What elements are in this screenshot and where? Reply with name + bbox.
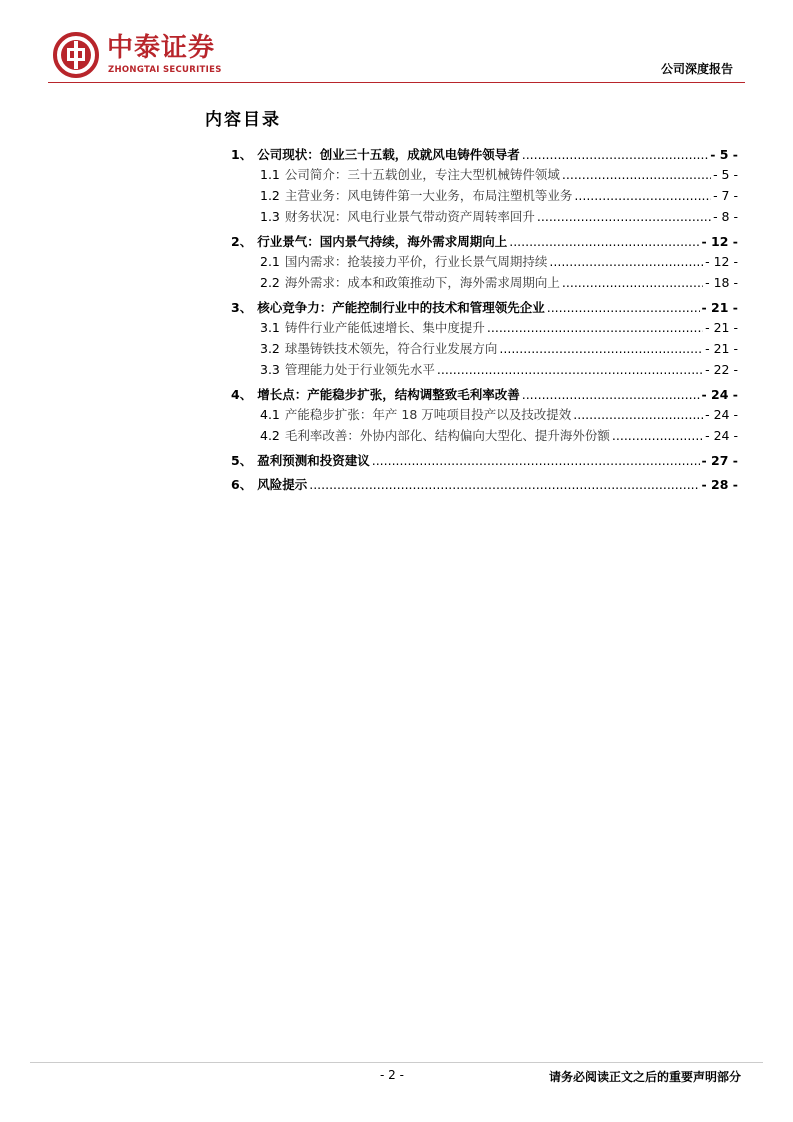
toc-dot-leader bbox=[499, 338, 703, 359]
table-of-contents bbox=[205, 146, 738, 494]
toc-entry-page: - 7 - bbox=[713, 188, 738, 203]
toc-entry[interactable] bbox=[205, 164, 738, 185]
toc-entry-number: 1.1 bbox=[260, 167, 280, 182]
toc-entry-page: - 24 - bbox=[701, 387, 738, 402]
toc-entry[interactable] bbox=[205, 425, 738, 446]
toc-entry-number: 4.2 bbox=[260, 428, 280, 443]
toc-entry-page: - 28 - bbox=[701, 477, 738, 492]
toc-entry-title: 铸件行业产能低速增长、集中度提升 bbox=[284, 320, 485, 335]
toc-dot-leader bbox=[437, 359, 703, 380]
toc-entry-page: - 22 - bbox=[705, 362, 738, 377]
toc-dot-leader bbox=[309, 476, 699, 494]
toc-entry[interactable] bbox=[205, 251, 738, 272]
toc-dot-leader bbox=[537, 206, 711, 227]
toc-entry-number: 3.2 bbox=[260, 341, 280, 356]
toc-entry-title: 盈利预测和投资建议 bbox=[257, 453, 370, 468]
toc-entry[interactable] bbox=[205, 317, 738, 338]
toc-dot-leader bbox=[547, 299, 700, 317]
toc-entry-number: 5、 bbox=[231, 453, 253, 468]
toc-entry[interactable] bbox=[205, 146, 738, 164]
toc-entry-number: 3、 bbox=[231, 300, 253, 315]
toc-dot-leader bbox=[372, 452, 700, 470]
toc-entry[interactable] bbox=[205, 272, 738, 293]
toc-entry-number: 4、 bbox=[231, 387, 253, 402]
report-type: 公司深度报告 bbox=[660, 62, 733, 76]
toc-entry[interactable] bbox=[205, 185, 738, 206]
toc-entry-title: 海外需求：成本和政策推动下，海外需求周期向上 bbox=[284, 275, 560, 290]
toc-entry-page: - 12 - bbox=[705, 254, 738, 269]
toc-entry-page: - 5 - bbox=[710, 147, 738, 162]
toc-dot-leader bbox=[522, 146, 709, 164]
toc-entry-number: 1.2 bbox=[260, 188, 280, 203]
toc-entry-page: - 8 - bbox=[713, 209, 738, 224]
toc-entry-title: 风险提示 bbox=[257, 477, 308, 492]
disclaimer-note: 请务必阅读正文之后的重要声明部分 bbox=[548, 1070, 741, 1084]
page-number: - 2 - bbox=[380, 1068, 404, 1082]
toc-dot-leader bbox=[574, 185, 711, 206]
footer-divider bbox=[30, 1062, 763, 1063]
toc-entry-title: 行业景气：国内景气持续，海外需求周期向上 bbox=[257, 234, 508, 249]
toc-entry-title: 管理能力处于行业领先水平 bbox=[284, 362, 435, 377]
toc-entry-title: 国内需求：抢装接力平价，行业长景气周期持续 bbox=[284, 254, 548, 269]
toc-entry-title: 主营业务：风电铸件第一大业务，布局注塑机等业务 bbox=[284, 188, 573, 203]
toc-dot-leader bbox=[562, 164, 711, 185]
toc-entry-number: 1.3 bbox=[260, 209, 280, 224]
toc-entry[interactable] bbox=[205, 386, 738, 404]
toc-entry[interactable] bbox=[205, 299, 738, 317]
toc-entry-page: - 21 - bbox=[705, 341, 738, 356]
toc-dot-leader bbox=[612, 425, 703, 446]
toc-entry-title: 核心竞争力：产能控制行业中的技术和管理领先企业 bbox=[257, 300, 545, 315]
toc-entry[interactable] bbox=[205, 359, 738, 380]
toc-entry-number: 3.3 bbox=[260, 362, 280, 377]
toc-entry-title: 产能稳步扩张：年产 18 万吨项目投产以及技改提效 bbox=[284, 407, 572, 422]
toc-entry[interactable] bbox=[205, 338, 738, 359]
toc-entry[interactable] bbox=[205, 452, 738, 470]
company-name-cn: 中泰证券 bbox=[107, 33, 216, 63]
toc-entry[interactable] bbox=[205, 476, 738, 494]
toc-entry-page: - 18 - bbox=[705, 275, 738, 290]
toc-entry-number: 1、 bbox=[231, 147, 253, 162]
zhongtai-logo-icon bbox=[53, 32, 99, 78]
toc-entry-page: - 12 - bbox=[701, 234, 738, 249]
toc-entry-page: - 5 - bbox=[713, 167, 738, 182]
toc-entry-number: 2.2 bbox=[260, 275, 280, 290]
toc-entry-title: 财务状况：风电行业景气带动资产周转率回升 bbox=[284, 209, 535, 224]
toc-dot-leader bbox=[549, 251, 703, 272]
toc-entry-title: 公司简介：三十五载创业，专注大型机械铸件领域 bbox=[284, 167, 560, 182]
toc-entry-number: 2、 bbox=[231, 234, 253, 249]
toc-entry-title: 球墨铸铁技术领先，符合行业发展方向 bbox=[284, 341, 498, 356]
company-name-en: ZHONGTAI SECURITIES bbox=[108, 65, 222, 75]
toc-entry-title: 毛利率改善：外协内部化、结构偏向大型化、提升海外份额 bbox=[284, 428, 610, 443]
header-divider bbox=[48, 82, 745, 83]
toc-entry-page: - 27 - bbox=[701, 453, 738, 468]
toc-entry-page: - 24 - bbox=[705, 428, 738, 443]
company-logo bbox=[53, 32, 243, 80]
toc-entry[interactable] bbox=[205, 404, 738, 425]
toc-entry-page: - 21 - bbox=[701, 300, 738, 315]
toc-entry-page: - 24 - bbox=[705, 407, 738, 422]
toc-entry[interactable] bbox=[205, 233, 738, 251]
toc-title: 内容目录 bbox=[205, 110, 281, 130]
toc-entry-title: 公司现状：创业三十五载，成就风电铸件领导者 bbox=[257, 147, 520, 162]
toc-entry-number: 3.1 bbox=[260, 320, 280, 335]
toc-dot-leader bbox=[487, 317, 703, 338]
toc-entry-number: 6、 bbox=[231, 477, 253, 492]
toc-entry-title: 增长点：产能稳步扩张，结构调整致毛利率改善 bbox=[257, 387, 520, 402]
toc-entry[interactable] bbox=[205, 206, 738, 227]
toc-dot-leader bbox=[573, 404, 703, 425]
toc-dot-leader bbox=[562, 272, 703, 293]
toc-entry-page: - 21 - bbox=[705, 320, 738, 335]
toc-dot-leader bbox=[522, 386, 700, 404]
toc-entry-number: 2.1 bbox=[260, 254, 280, 269]
toc-dot-leader bbox=[509, 233, 699, 251]
toc-entry-number: 4.1 bbox=[260, 407, 280, 422]
